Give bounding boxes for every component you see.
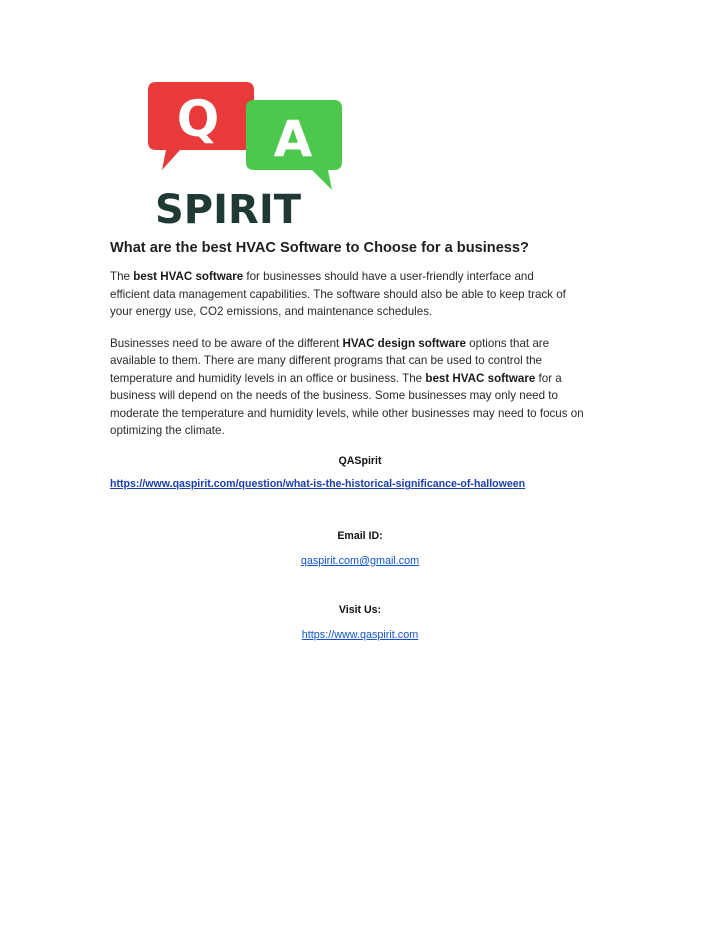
email-link-row [0,555,720,567]
p2-l3-post: for a [535,371,562,385]
p2-l1-bold: HVAC design software [342,336,466,350]
p1-line-2: efficient data management capabilities. The software should also be able to keep track of [110,287,566,301]
p1-text: The [110,270,134,283]
visit-link-row [0,629,720,641]
logo-letter-a: A [273,110,313,168]
p1-bold-term: best HVAC software [133,270,244,283]
p2-line-4: business will depend on the needs of the business. Some businesses may only need to [110,389,558,402]
email-link[interactable]: qaspirit.com@gmail.com [300,555,420,567]
email-label-row [0,530,720,542]
p2-l3-pre: temperature and humidity levels in an office or business. The [110,371,426,385]
logo-letter-q: Q [176,90,220,148]
p2-l3-bold: best HVAC software [425,371,536,385]
visit-label: Visit Us: [338,604,382,616]
logo-graphic [140,78,345,228]
p1-text-rest: for businesses should have a user-friendly interface and [243,270,534,283]
qa-spirit-logo [140,78,345,228]
logo-wordmark: SPIRIT [155,187,302,228]
p2-l1-post: options that are [465,336,550,350]
brand-label-row [0,455,720,467]
p2-l1-pre: Businesses need to be aware of the different [110,336,343,350]
p2-line-1 [110,335,610,353]
p1-line-1 [110,268,610,286]
visit-link[interactable]: https://www.qaspirit.com [301,629,419,641]
article-title: What are the best HVAC Software to Choose for a business? [110,240,529,256]
p2-line-6: optimizing the climate. [110,424,225,437]
p2-line-3 [110,370,610,388]
p2-line-5: moderate the temperature and humidity levels, while other businesses may need to focus on [110,406,584,420]
p1-line-3: your energy use, CO2 emissions, and maintenance schedules. [110,305,433,318]
article-link[interactable]: https://www.qaspirit.com/question/what-is-the-historical-significance-of-halloween [110,478,526,490]
article-paragraph-1 [110,268,610,321]
brand-label: QASpirit [338,455,382,467]
p2-line-2: available to them. There are many different programs that can be used to control the [110,354,543,367]
article [110,238,610,454]
email-label: Email ID: [337,530,383,542]
article-paragraph-2 [110,335,610,440]
visit-label-row [0,604,720,616]
